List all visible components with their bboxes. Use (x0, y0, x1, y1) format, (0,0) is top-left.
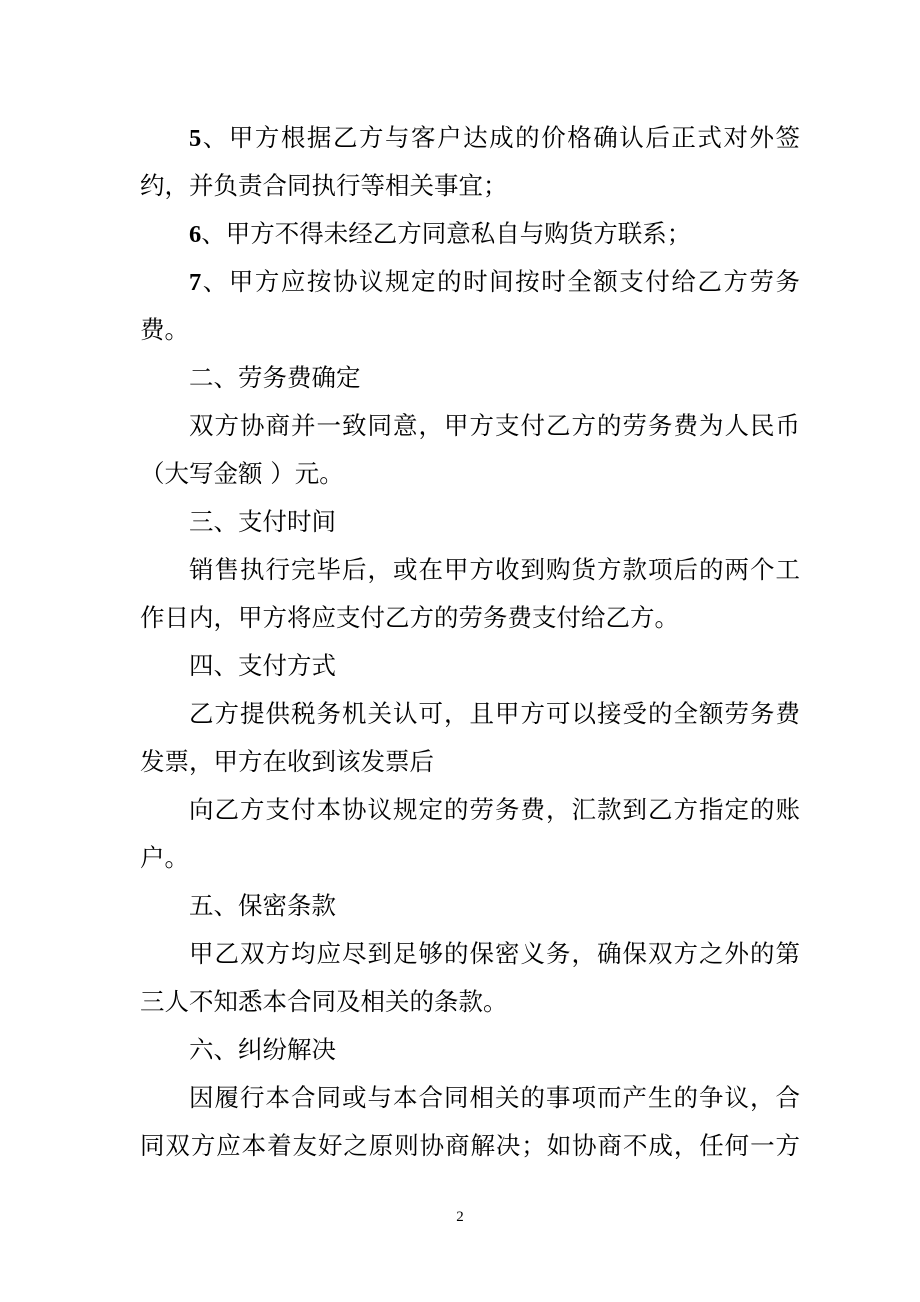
clause-5-line-1 (189, 122, 800, 154)
fee-paragraph-line-2: （大写金额 ）元。 (140, 459, 344, 488)
section-heading-payment-method: 四、支付方式 (189, 651, 336, 680)
confidentiality-line-1: 甲乙双方均应尽到足够的保密义务，确保双方之外的第 (189, 939, 800, 968)
clause-text: 、甲方不得未经乙方同意私自与购货方联系； (201, 219, 692, 248)
payment-method-line-3: 向乙方支付本协议规定的劳务费，汇款到乙方指定的账 (189, 795, 800, 824)
clause-number: 5 (189, 125, 202, 152)
section-heading-fee: 二、劳务费确定 (189, 363, 361, 392)
dispute-line-1: 因履行本合同或与本合同相关的事项而产生的争议，合 (189, 1083, 800, 1112)
clause-number: 6 (189, 221, 202, 248)
payment-method-line-4: 户。 (140, 843, 189, 872)
section-heading-confidentiality: 五、保密条款 (189, 891, 336, 920)
clause-7-line-1 (189, 266, 800, 298)
dispute-line-2: 同双方应本着友好之原则协商解决；如协商不成，任何一方 (140, 1131, 800, 1160)
confidentiality-line-2: 三人不知悉本合同及相关的条款。 (140, 987, 508, 1016)
clause-text: 、甲方根据乙方与客户达成的价格确认后正式对外签 (201, 123, 800, 152)
fee-paragraph-line-1: 双方协商并一致同意，甲方支付乙方的劳务费为人民币 (189, 411, 800, 440)
payment-method-line-1: 乙方提供税务机关认可，且甲方可以接受的全额劳务费 (189, 699, 800, 728)
payment-method-line-2: 发票，甲方在收到该发票后 (140, 747, 434, 776)
clause-7-line-2: 费。 (140, 315, 189, 344)
payment-time-line-2: 作日内，甲方将应支付乙方的劳务费支付给乙方。 (140, 603, 679, 632)
clause-text: 、甲方应按协议规定的时间按时全额支付给乙方劳务 (201, 267, 800, 296)
clause-number: 7 (189, 269, 202, 296)
section-heading-dispute: 六、纠纷解决 (189, 1035, 336, 1064)
section-heading-payment-time: 三、支付时间 (189, 507, 336, 536)
clause-6-line-1 (189, 218, 800, 251)
clause-5-line-2: 约，并负责合同执行等相关事宜； (140, 171, 508, 200)
payment-time-line-1: 销售执行完毕后，或在甲方收到购货方款项后的两个工 (189, 555, 800, 584)
page-number: 2 (456, 1209, 464, 1225)
